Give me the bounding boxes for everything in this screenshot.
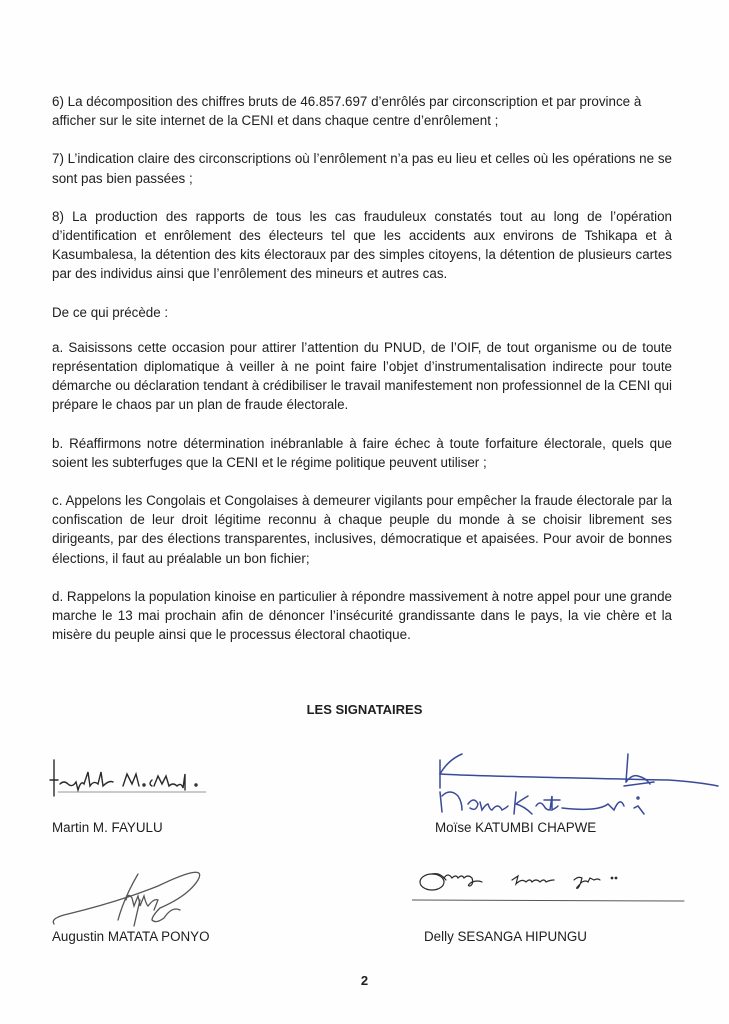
paragraph-preamble: De ce qui précède : xyxy=(52,304,169,320)
signatory-name-matata: Augustin MATATA PONYO xyxy=(52,929,210,944)
paragraph-point-b: b. Réaffirmons notre détermination inébranlable à faire échec à toute forfaiture électorale, quels que soient les subterfuges que la CENI et le régime politique peuvent utiliser ; xyxy=(52,435,672,470)
signatory-name-sesanga: Delly SESANGA HIPUNGU xyxy=(424,929,587,944)
signature-katumbi xyxy=(428,752,723,824)
paragraph-item-8: 8) La production des rapports de tous les cas frauduleux constatés tout au long de l’opération d’identification et enrôlement des électeurs tel que les accidents aux environs de Tshikapa et à Kasumbalesa, la détention des kits électoraux par des simples citoyens, la détention de plusieurs cartes par des individus ainsi que l’enrôlement des mineurs et autres cas. xyxy=(52,208,672,282)
signatories-heading: LES SIGNATAIRES xyxy=(306,702,423,717)
paragraph-item-7: 7) L’indication claire des circonscriptions où l’enrôlement n’a pas eu lieu et celles où les opérations ne se sont pas bien passées ; xyxy=(52,151,672,186)
signatory-name-fayulu: Martin M. FAYULU xyxy=(52,820,163,835)
signatory-name-katumbi: Moïse KATUMBI CHAPWE xyxy=(435,820,597,835)
page-number: 2 xyxy=(360,973,369,988)
signature-fayulu xyxy=(48,758,228,798)
document-body xyxy=(52,92,672,663)
paragraph-item-6: 6) La décomposition des chiffres bruts de 46.857.697 d’enrôlés par circonscription et par province à afficher sur le site internet de la CENI et dans chaque centre d’enrôlement ; xyxy=(52,94,642,129)
paragraph-point-c: c. Appelons les Congolais et Congolaises à demeurer vigilants pour empêcher la fraude électorale par la confiscation de leur droit légitime reconnu à chaque peuple du monde à se choisir librement ses dirigeants, par des élections transparentes, inclusives, démocratique et apaisées. Pour avoir de bonnes élections, il faut au préalable un bon fichier; xyxy=(52,493,672,566)
paragraph-point-a: a. Saisissons cette occasion pour attirer l’attention du PNUD, de l’OIF, de tout organisme ou de toute représentation diplomatique à veiller à ne point faire l’objet d’instrumentalisation indirecte pour toute démarche ou déclaration tendant à crédibiliser le travail manifestement non professionnel de la CENI qui prépare le chaos par un plan de fraude électorale. xyxy=(52,339,672,413)
signature-sesanga xyxy=(412,868,687,908)
signature-matata xyxy=(48,868,228,928)
paragraph-point-d: d. Rappelons la population kinoise en particulier à répondre massivement à notre appel pour une grande marche le 13 mai prochain afin de dénoncer l’insécurité grandissante dans le pays, la vie chère et la misère du peuple ainsi que le processus électoral chaotique. xyxy=(52,588,672,643)
